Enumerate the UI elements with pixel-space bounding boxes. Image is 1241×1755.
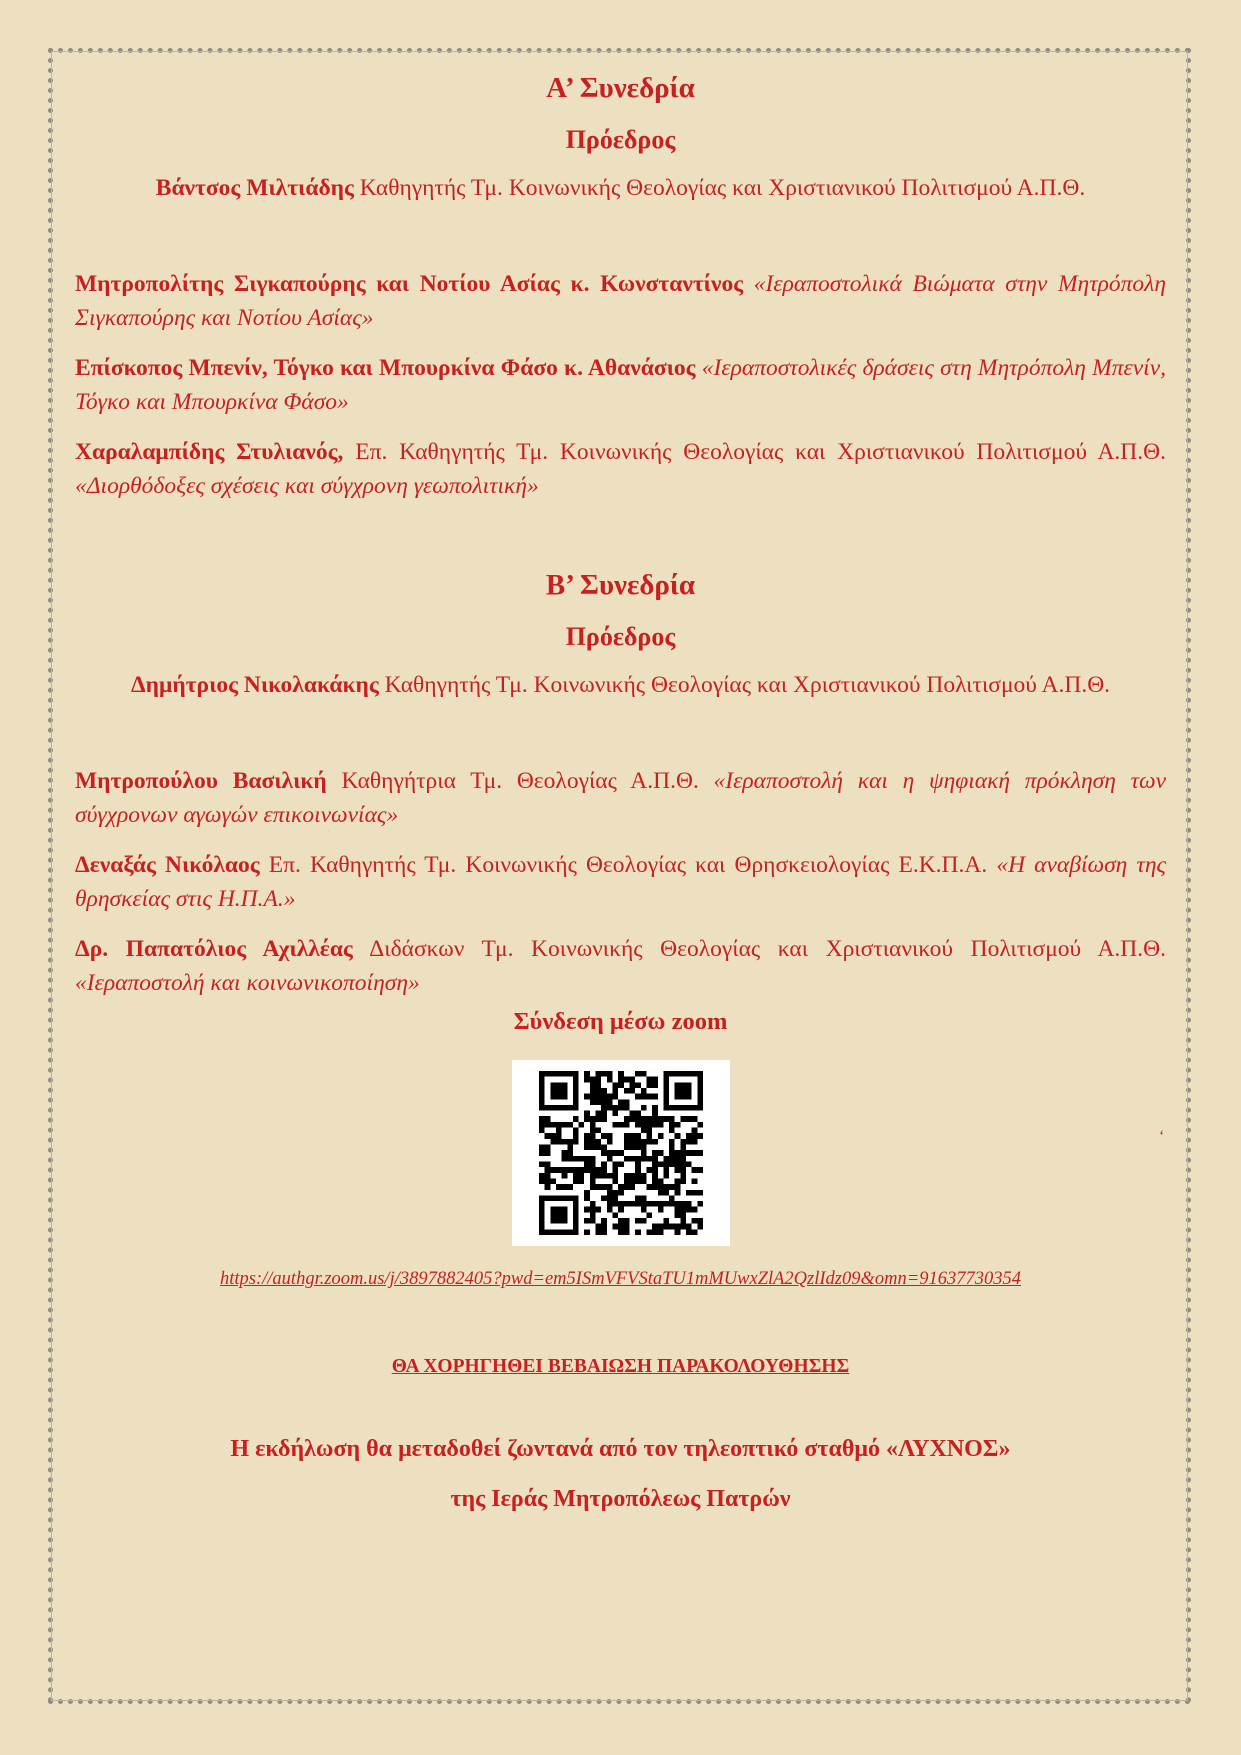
- qr-code-container: [75, 1060, 1166, 1246]
- session-b-talk-2: [75, 848, 1166, 916]
- session-b-chair-role: Καθηγητής Τμ. Κοινωνικής Θεολογίας και Χριστιανικού Πολιτισμού Α.Π.Θ.: [378, 672, 1111, 698]
- session-a-chair-name: Βάντσος Μιλτιάδης: [155, 175, 354, 201]
- talk-speaker: Μητροπούλου Βασιλική: [75, 768, 327, 794]
- zoom-link[interactable]: https://authgr.zoom.us/j/3897882405?pwd=em5ISmVFVStaTU1mMUwxZlA2QzlIdz09&omn=91637730354: [220, 1269, 1021, 1289]
- session-a-chair-title: Πρόεδρος: [565, 125, 676, 154]
- session-b-chair-name: Δημήτριος Νικολακάκης: [130, 672, 379, 698]
- talk-speaker: Δρ. Παπατόλιος Αχιλλέας: [75, 936, 353, 962]
- session-a-talk-3: [75, 435, 1166, 503]
- talk-affiliation: Διδάσκων Τμ. Κοινωνικής Θεολογίας και Χριστιανικού Πολιτισμού Α.Π.Θ.: [369, 936, 1166, 962]
- session-b-title: Β’ Συνεδρία: [545, 569, 696, 601]
- session-a-talk-1: [75, 267, 1166, 335]
- talk-title: «Ιεραποστολικά Βιώματα στην Μητρόπολη Σιγκαπούρης και Νοτίου Ασίας»: [75, 271, 1167, 331]
- session-a-chair-role: Καθηγητής Τμ. Κοινωνικής Θεολογίας και Χριστιανικού Πολιτισμού Α.Π.Θ.: [353, 175, 1086, 201]
- talk-title: «Ιεραποστολή και η ψηφιακή πρόκληση των σύγχρονων αγωγών επικοινωνίας»: [75, 768, 1167, 828]
- session-b-talk-3: [75, 932, 1166, 1000]
- talk-speaker: Δεναξάς Νικόλαος: [75, 852, 260, 878]
- talk-affiliation: Επ. Καθηγητής Τμ. Κοινωνικής Θεολογίας και Θρησκειολογίας Ε.Κ.Π.Α.: [268, 852, 988, 878]
- qr-code-graphic: [530, 1071, 712, 1235]
- session-b-chair-title: Πρόεδρος: [565, 622, 676, 651]
- stray-mark: ‘: [1159, 1128, 1165, 1145]
- session-b-talk-1: [75, 764, 1166, 832]
- session-a-title: Α’ Συνεδρία: [546, 72, 695, 104]
- talk-title: «Διορθόδοξες σχέσεις και σύγχρονη γεωπολιτική»: [75, 473, 539, 499]
- talk-affiliation: Καθηγήτρια Τμ. Θεολογίας Α.Π.Θ.: [341, 768, 699, 794]
- session-a-talk-2: [75, 351, 1166, 419]
- session-b-chair: [75, 668, 1166, 702]
- certificate-notice: ΘΑ ΧΟΡΗΓΗΘΕΙ ΒΕΒΑΙΩΣΗ ΠΑΡΑΚΟΛΟΥΘΗΣΗΣ: [391, 1356, 850, 1377]
- talk-speaker: Μητροπολίτης Σιγκαπούρης και Νοτίου Ασίας κ. Κωνσταντίνος: [75, 271, 744, 297]
- talk-title: «Ιεραποστολικές δράσεις στη Μητρόπολη Μπενίν, Τόγκο και Μπουρκίνα Φάσο»: [75, 355, 1167, 415]
- talk-speaker: Χαραλαμπίδης Στυλιανός,: [75, 439, 344, 465]
- qr-modules: [539, 1071, 703, 1235]
- talk-title: «Ιεραποστολή και κοινωνικοποίηση»: [75, 970, 420, 996]
- talk-title: «Η αναβίωση της θρησκείας στις Η.Π.Α.»: [75, 852, 1167, 912]
- talk-speaker: Επίσκοπος Μπενίν, Τόγκο και Μπουρκίνα Φάσο κ. Αθανάσιος: [75, 355, 696, 381]
- qr-code-icon[interactable]: [512, 1060, 730, 1246]
- program-content: [75, 72, 1166, 1516]
- broadcast-line-2: της Ιεράς Μητροπόλεως Πατρών: [450, 1486, 791, 1512]
- zoom-heading: Σύνδεση μέσω zoom: [513, 1008, 728, 1035]
- session-a-chair: [75, 171, 1166, 205]
- broadcast-line-1: Η εκδήλωση θα μεταδοθεί ζωντανά από τον τηλεοπτικό σταθμό «ΛΥΧΝΟΣ»: [230, 1436, 1011, 1462]
- talk-affiliation: Επ. Καθηγητής Τμ. Κοινωνικής Θεολογίας και Χριστιανικού Πολιτισμού Α.Π.Θ.: [355, 439, 1166, 465]
